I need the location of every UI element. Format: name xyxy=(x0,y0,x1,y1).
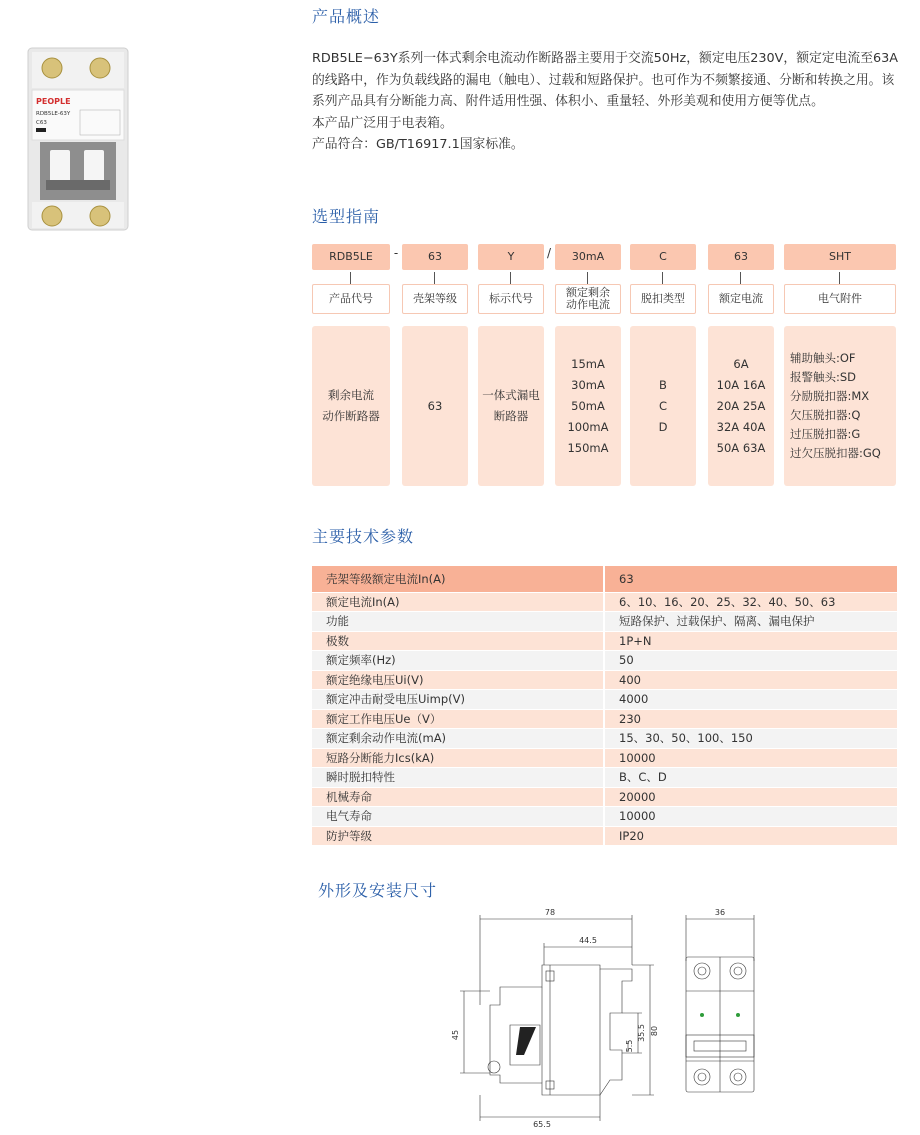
table-row xyxy=(312,748,897,768)
connector-line xyxy=(510,272,511,284)
options-current xyxy=(708,326,774,486)
selection-title: 选型指南 xyxy=(312,207,381,226)
brand-mark-icon xyxy=(516,1027,536,1055)
option-item: 15mA xyxy=(571,356,605,371)
tech-params-table xyxy=(312,566,897,846)
overview-title: 产品概述 xyxy=(312,7,381,26)
code-separator-slash: / xyxy=(546,246,552,260)
option-item: 150mA xyxy=(567,440,609,455)
option-item: 10A 16A xyxy=(716,377,766,392)
param-name: 额定剩余动作电流(mA) xyxy=(312,729,604,749)
option-item: 30mA xyxy=(571,377,605,392)
options-product xyxy=(312,326,390,486)
dimension-drawing-profile xyxy=(450,905,660,1130)
option-item: 一体式漏电 xyxy=(482,388,540,402)
param-value: 短路保护、过载保护、隔离、漏电保护 xyxy=(604,612,897,632)
option-item: 分励脱扣器:MX xyxy=(790,389,870,403)
table-row xyxy=(312,612,897,632)
indicator-light-icon xyxy=(736,1013,740,1017)
option-item: 32A 40A xyxy=(716,419,766,434)
table-row xyxy=(312,787,897,807)
option-item: 断路器 xyxy=(493,409,529,423)
dim-width-bottom: 65.5 xyxy=(533,1120,551,1129)
table-row xyxy=(312,729,897,749)
overview-paragraph-2: 本产品广泛用于电表箱。 xyxy=(312,115,453,131)
option-item: 辅助触头:OF xyxy=(790,351,856,365)
overview-text xyxy=(312,48,904,156)
photo-model-label: RDB5LE-63Y xyxy=(36,111,71,117)
connector-line xyxy=(662,272,663,284)
label-trip: 脱扣类型 xyxy=(630,284,696,314)
dim-height-small: 5.5 xyxy=(625,1039,634,1053)
param-value: 230 xyxy=(604,709,897,729)
label-product: 产品代号 xyxy=(312,284,390,314)
overview-paragraph-1: RDB5LE−63Y系列一体式剩余电流动作断路器主要用于交流50Hz，额定电压230V，额定定电流至63A的线路中，作为负载线路的漏电（触电）、过载和短路保护。也可作为不频繁接通、分断和转换之用。该系列产品具有分断能力高、附件适用性强、体积小、重量轻、外形美观和使用方便等优点。 xyxy=(312,51,899,109)
param-value: 10000 xyxy=(604,807,897,827)
indicator-light-icon xyxy=(700,1013,704,1017)
dim-height-left: 45 xyxy=(451,1029,460,1041)
param-name: 防护等级 xyxy=(312,826,604,846)
code-current: 63 xyxy=(708,244,774,270)
table-row xyxy=(312,768,897,788)
brand-logo: PEOPLE xyxy=(36,97,71,106)
option-item: 50mA xyxy=(571,398,605,413)
option-item: 剩余电流 xyxy=(328,388,374,402)
options-accessory xyxy=(784,326,896,486)
table-row xyxy=(312,566,897,592)
table-row xyxy=(312,631,897,651)
code-mark: Y xyxy=(478,244,544,270)
table-row xyxy=(312,670,897,690)
param-name: 极数 xyxy=(312,631,604,651)
option-item: C xyxy=(658,398,668,413)
param-name: 瞬时脱扣特性 xyxy=(312,768,604,788)
product-photo xyxy=(20,40,135,235)
connector-line xyxy=(839,272,840,284)
table-row xyxy=(312,807,897,827)
param-name: 机械寿命 xyxy=(312,787,604,807)
label-accessory: 电气附件 xyxy=(784,284,896,314)
param-name: 额定工作电压Ue（V） xyxy=(312,709,604,729)
dim-width-total: 78 xyxy=(544,908,556,917)
code-accessory: SHT xyxy=(784,244,896,270)
option-item: 50A 63A xyxy=(716,440,766,455)
option-item: 过欠压脱扣器:GQ xyxy=(790,446,881,460)
tech-params-title: 主要技术参数 xyxy=(312,527,415,546)
param-name: 额定绝缘电压Ui(V) xyxy=(312,670,604,690)
param-value: IP20 xyxy=(604,826,897,846)
param-name: 电气寿命 xyxy=(312,807,604,827)
code-residual: 30mA xyxy=(555,244,621,270)
label-frame: 壳架等级 xyxy=(402,284,468,314)
param-value: 400 xyxy=(604,670,897,690)
option-item: 过压脱扣器:G xyxy=(790,427,861,441)
param-value: 1P+N xyxy=(604,631,897,651)
table-row xyxy=(312,651,897,671)
label-mark: 标示代号 xyxy=(478,284,544,314)
code-product: RDB5LE xyxy=(312,244,390,270)
connector-line xyxy=(434,272,435,284)
dim-height-inner: 35.5 xyxy=(637,1024,646,1042)
dim-side-width: 36 xyxy=(714,908,726,917)
param-name: 壳架等级额定电流In(A) xyxy=(312,566,604,592)
option-item: 欠压脱扣器:Q xyxy=(790,408,861,422)
options-residual xyxy=(555,326,621,486)
param-value: B、C、D xyxy=(604,768,897,788)
param-value: 63 xyxy=(604,566,897,592)
connector-line xyxy=(350,272,351,284)
param-value: 4000 xyxy=(604,690,897,710)
option-item: 6A xyxy=(733,356,749,371)
option-item: 63 xyxy=(427,398,443,413)
dim-width-mid: 44.5 xyxy=(579,936,597,945)
table-row xyxy=(312,592,897,612)
table-row xyxy=(312,826,897,846)
overview-paragraph-3: 产品符合：GB/T16917.1国家标准。 xyxy=(312,137,524,152)
option-item: 动作断路器 xyxy=(322,409,380,423)
param-value: 10000 xyxy=(604,748,897,768)
connector-line xyxy=(740,272,741,284)
label-residual: 额定剩余动作电流 xyxy=(555,284,621,314)
param-value: 15、30、50、100、150 xyxy=(604,729,897,749)
code-frame: 63 xyxy=(402,244,468,270)
options-trip xyxy=(630,326,696,486)
param-name: 功能 xyxy=(312,612,604,632)
option-item: D xyxy=(658,419,668,434)
option-item: 报警触头:SD xyxy=(790,370,857,384)
options-mark xyxy=(478,326,544,486)
param-name: 额定电流In(A) xyxy=(312,592,604,612)
photo-rating-label: C63 xyxy=(36,120,47,126)
param-value: 50 xyxy=(604,651,897,671)
connector-line xyxy=(587,272,588,284)
param-value: 6、10、16、20、25、32、40、50、63 xyxy=(604,592,897,612)
param-name: 额定频率(Hz) xyxy=(312,651,604,671)
dimension-drawing-front xyxy=(680,905,760,1130)
options-frame xyxy=(402,326,468,486)
table-row xyxy=(312,709,897,729)
option-item: 100mA xyxy=(567,419,609,434)
code-trip: C xyxy=(630,244,696,270)
param-name: 短路分断能力Ics(kA) xyxy=(312,748,604,768)
code-separator-dash: - xyxy=(393,246,399,260)
label-current: 额定电流 xyxy=(708,284,774,314)
dimension-title: 外形及安装尺寸 xyxy=(318,881,438,900)
option-item: 20A 25A xyxy=(716,398,766,413)
param-name: 额定冲击耐受电压Uimp(V) xyxy=(312,690,604,710)
param-value: 20000 xyxy=(604,787,897,807)
dim-height-right: 80 xyxy=(650,1025,659,1037)
option-item: B xyxy=(659,377,667,392)
table-row xyxy=(312,690,897,710)
